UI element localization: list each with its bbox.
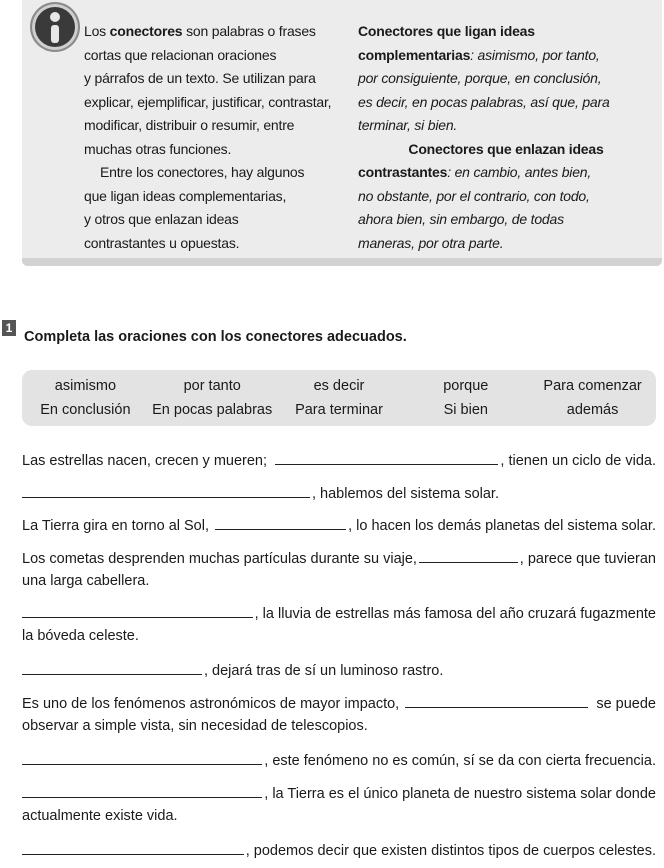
exercise-instruction: Completa las oraciones con los conectores adecuados. — [24, 329, 407, 345]
sentence-text: , la lluvia de estrellas más famosa del año cruzará fugazmente — [254, 606, 656, 622]
sentence-text: Las estrellas nacen, crecen y mueren; — [22, 453, 268, 469]
info-text: muchas otras funciones. — [84, 140, 232, 157]
sentence-text: , este fenómeno no es común, sí se da con cierta frecuencia. — [264, 753, 656, 769]
answer-blank[interactable] — [405, 693, 588, 708]
info-text: contrastantes u opuestas. — [84, 234, 240, 251]
connector-list: maneras, por otra parte. — [358, 234, 504, 251]
info-text: que ligan ideas complementarias, — [84, 187, 287, 204]
connector-list: no obstante, por el contrario, con todo, — [358, 187, 590, 204]
sentence-text: Los cometas desprenden muchas partículas durante su viaje, — [22, 551, 417, 567]
answer-blank[interactable] — [275, 450, 498, 465]
answer-blank[interactable] — [22, 783, 262, 798]
sentence-text: , hablemos del sistema solar. — [312, 486, 499, 502]
answer-blank[interactable] — [22, 483, 310, 498]
sentence-text: observar a simple vista, sin necesidad de telescopios. — [22, 718, 368, 734]
sentence-text: , la Tierra es el único planeta de nuestro sistema solar donde — [264, 786, 656, 802]
word-bank-item: es decir — [313, 378, 365, 394]
sentence-text: La Tierra gira en torno al Sol, — [22, 518, 209, 534]
heading-contrastive: contrastantes — [358, 164, 448, 180]
sentence-text: , dejará tras de sí un luminoso rastro. — [204, 663, 444, 679]
connector-list: por consiguiente, porque, en conclusión, — [358, 70, 602, 86]
sentence-text: actualmente existe vida. — [22, 808, 178, 824]
word-bank-item: Si bien — [443, 402, 488, 418]
info-text: Los — [84, 23, 110, 39]
sentence-text: se puede — [596, 696, 656, 712]
heading-complementary: Conectores que ligan ideas — [358, 23, 535, 39]
connector-list: ahora bien, sin embargo, de todas — [358, 211, 564, 227]
answer-blank[interactable] — [419, 548, 518, 563]
info-left-column — [84, 20, 346, 255]
sentence-text: , tienen un ciclo de vida. — [500, 453, 656, 469]
connector-list: terminar, si bien. — [358, 117, 458, 133]
word-bank-item: Para comenzar — [543, 378, 642, 394]
sentence-text: , podemos decir que existen distintos tipos de cuerpos celestes. — [245, 843, 656, 859]
word-bank-item: porque — [443, 378, 489, 394]
info-text: y párrafos de un texto. Se utilizan para — [84, 70, 316, 86]
word-bank — [22, 370, 656, 426]
info-text: y otros que enlazan ideas — [84, 211, 239, 227]
word-bank-item: Para terminar — [295, 402, 383, 418]
answer-blank[interactable] — [22, 603, 253, 618]
info-text: son palabras o frases — [182, 23, 316, 39]
heading-contrastive: Conectores que enlazan ideas — [408, 140, 604, 157]
info-right-column — [358, 20, 654, 255]
sentence-text: la bóveda celeste. — [22, 628, 139, 644]
keyword-conectores: conectores — [109, 23, 183, 39]
word-bank-item: asimismo — [54, 378, 117, 394]
sentence-text: , parece que tuvieran — [519, 551, 656, 567]
answer-blank[interactable] — [22, 660, 202, 675]
answer-blank[interactable] — [22, 750, 262, 765]
heading-complementary: complementarias — [358, 46, 471, 63]
word-bank-item: En pocas palabras — [152, 402, 273, 418]
word-bank-item: por tanto — [183, 378, 241, 394]
word-bank-item: además — [566, 402, 619, 418]
sentence-text: Es uno de los fenómenos astronómicos de mayor impacto, — [22, 696, 400, 712]
info-icon — [32, 4, 78, 50]
info-box-shadow — [22, 258, 662, 266]
sentence-text: , lo hacen los demás planetas del sistema solar. — [348, 518, 656, 534]
answer-blank[interactable] — [215, 515, 346, 530]
word-bank-item: En conclusión — [40, 402, 131, 418]
exercise-number-badge: 1 — [2, 320, 16, 336]
info-text: Entre los conectores, hay algunos — [100, 164, 305, 180]
info-text: explicar, ejemplificar, justificar, contrastar, — [84, 93, 332, 110]
sentence-text: una larga cabellera. — [22, 573, 150, 589]
connector-list: : asimismo, por tanto, — [470, 46, 600, 63]
connector-list: es decir, en pocas palabras, así que, para — [358, 93, 610, 110]
info-text: cortas que relacionan oraciones — [84, 46, 277, 63]
answer-blank[interactable] — [22, 840, 244, 855]
info-text: modificar, distribuir o resumir, entre — [84, 117, 295, 133]
connector-list: : en cambio, antes bien, — [447, 164, 592, 180]
